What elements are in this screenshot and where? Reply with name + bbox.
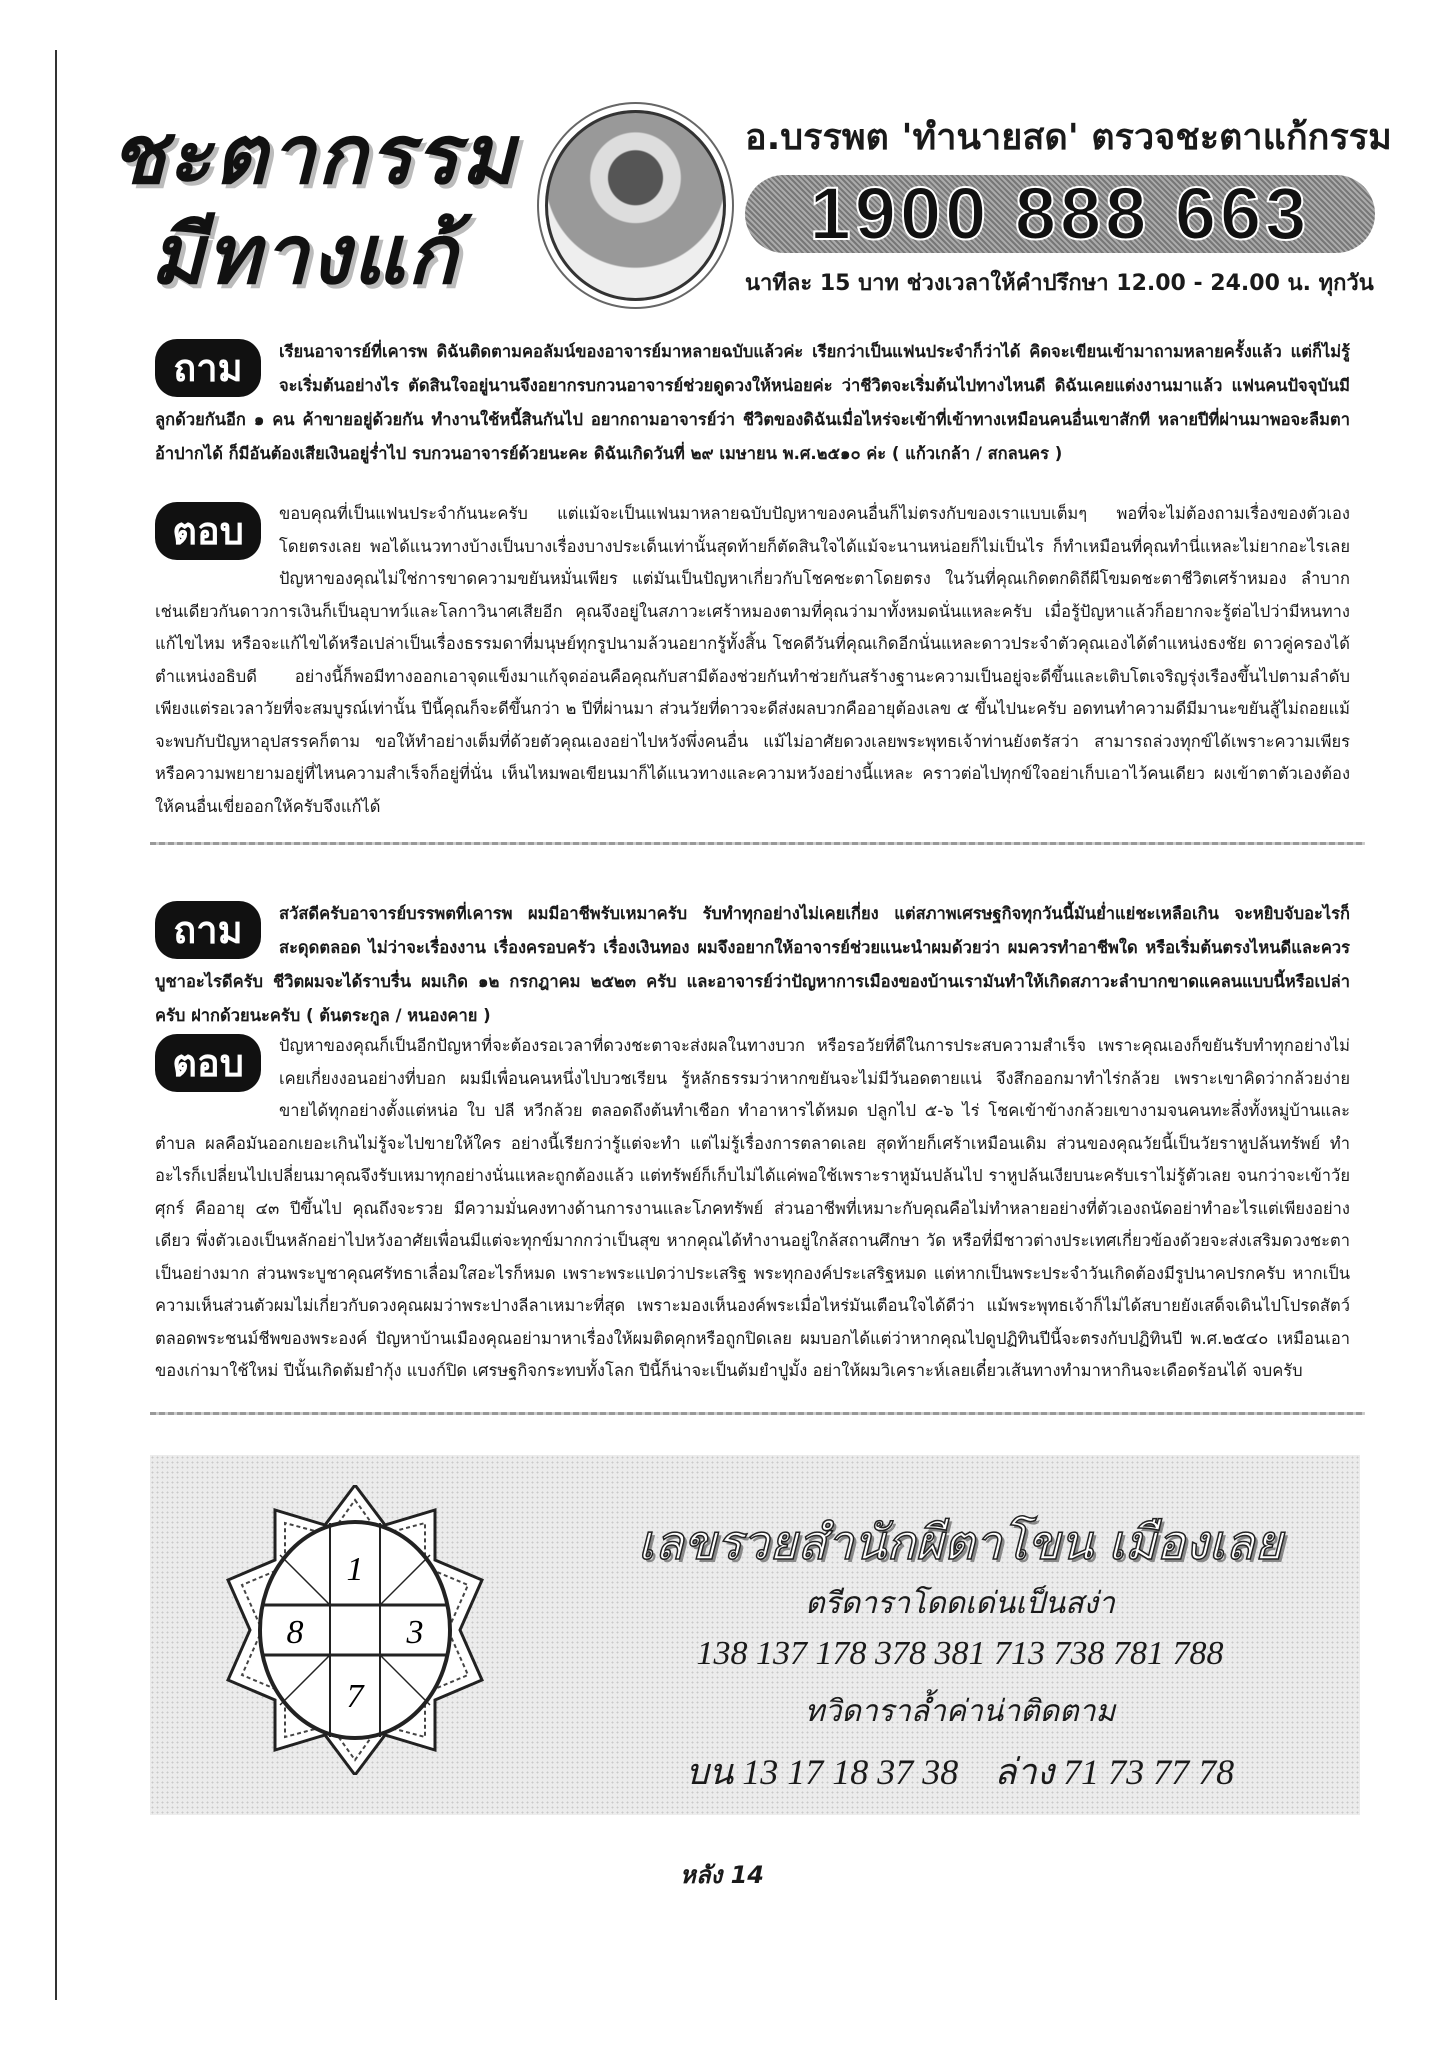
answer-2: [155, 1030, 1350, 1388]
host-line: อ.บรรพต 'ทำนายสด' ตรวจชะตาแก้กรรม: [745, 117, 1392, 158]
wheel-number-top: 1: [346, 1551, 364, 1588]
question-1-text: เรียนอาจารย์ที่เคารพ ดิฉันติดตามคอลัมน์ของอาจารย์มาหลายฉบับแล้วค่ะ เรียกว่าเป็นแฟนประจำก็ว่าได้ คิดจะเขียนเข้ามาถามหลายครั้งแล้ว แต่ก็ไม่รู้จะเริ่มต้นอย่างไร ตัดสินใจอยู่นานจึงอยากรบกวนอาจารย์ช่วยดูดวงให้หน่อยค่ะ ว่าชีวิตจะเริ่มต้นไปทางไหนดี ดิฉันเคยแต่งงานมาแล้ว แฟนคนปัจจุบันมีลูกด้วยกันอีก ๑ คน ค้าขายอยู่ด้วยกัน ทำงานใช้หนี้สินกันไป อยากถามอาจารย์ว่า ชีวิตของดิฉันเมื่อไหร่จะเข้าที่เข้าทางเหมือนคนอื่นเขาสักที หลายปีที่ผ่านมาพอจะลืมตาอ้าปากได้ ก็มีอันต้องเสียเงินอยู่ร่ำไป รบกวนอาจารย์ด้วยนะคะ ดิฉันเกิดวันที่ ๒๙ เมษายน พ.ศ.๒๕๑๐ ค่ะ ( แก้วเกล้า / สกลนคร ): [155, 342, 1350, 463]
header-info: [745, 108, 1392, 300]
question-1: [155, 335, 1350, 471]
promo-title: เลขรวยสำนักผีตาโขน เมืองเลย: [637, 1515, 1283, 1571]
ask-badge: ถาม: [155, 901, 261, 959]
section-divider: [150, 1412, 1365, 1415]
answer-badge: ตอบ: [155, 502, 261, 560]
wheel-number-bottom: 7: [346, 1678, 364, 1715]
answer-badge: ตอบ: [155, 1034, 261, 1092]
question-2: [155, 897, 1350, 1033]
two-digit-heading: ทวิดาราล้ำค่าน่าติดตาม: [804, 1694, 1116, 1729]
page-number: หลัง 14: [680, 1861, 764, 1889]
answer-1-text: ขอบคุณที่เป็นแฟนประจำกันนะครับ แต่แม้จะเป็นแฟนมาหลายฉบับปัญหาของคนอื่นก็ไม่ตรงกับของเราแบบเต็มๆ พอที่จะไม่ต้องถามเรื่องของตัวเองโดยตรงเลย พอได้แนวทางบ้างเป็นบางเรื่องบางประเด็นเท่านั้นสุดท้ายก็ตัดสินใจได้แม้จะนานหน่อยก็ไม่เป็นไร ก็ทำเหมือนที่คุณทำนี่แหละไม่ยากอะไรเลย ปัญหาของคุณไม่ใช่การขาดความขยันหมั่นเพียร แต่มันเป็นปัญหาเกี่ยวกับโชคชะตาโดยตรง ในวันที่คุณเกิดตกดิถีผีโขมดชะตาชีวิตเศร้าหมอง ลำบาก เช่นเดียวกันดาวการเงินก็เป็นอุบาทว์และโลกาวินาศเสียอีก คุณจึงอยู่ในสภาวะเศร้าหมองตามที่คุณว่ามาทั้งหมดนั่นแหละครับ เมื่อรู้ปัญหาแล้วก็อยากจะรู้ต่อไปว่ามีหนทางแก้ไขไหม หรือจะแก้ไขได้หรือเปล่าเป็นเรื่องธรรมดาที่มนุษย์ทุกรูปนามล้วนอยากรู้ทั้งสิ้น โชคดีวันที่คุณเกิดอีกนั่นแหละดาวประจำตัวคุณเองได้ตำแหน่งธงชัย ดาวคู่ครองได้ตำแหน่งอธิบดี อย่างนี้ก็พอมีทางออกเอาจุดแข็งมาแก้จุดอ่อนคือคุณกับสามีต้องช่วยกันทำช่วยกันสร้างฐานะความเป็นอยู่จะดีขึ้นและเติบโตเจริญรุ่งเรืองขึ้นไปตามลำดับ เพียงแต่รอเวลาวัยที่จะสมบูรณ์เท่านั้น ปีนี้คุณก็จะดีขึ้นกว่า ๒ ปีที่ผ่านมา ส่วนวัยที่ดาวจะดีส่งผลบวกคืออายุต้องเลข ๕ ขึ้นไปนะครับ อดทนทำความดีมีมานะขยันสู้ไม่ถอยแม้จะพบกับปัญหาอุปสรรคก็ตาม ขอให้ทำอย่างเต็มที่ด้วยตัวคุณเองอย่าไปหวังพึ่งคนอื่น แม้ไม่อาศัยดวงเลยพระพุทธเจ้าท่านยังตรัสว่า สามารถล่วงทุกข์ได้เพราะความเพียร หรือความพยายามอยู่ที่ไหนความสำเร็จก็อยู่ที่นั่น เห็นไหมพอเขียนมาก็ได้แนวทางและความหวังอย่างนี้แหละ คราวต่อไปทุกข์ใจอย่าเก็บเอาไว้คนเดียว ผงเข้าตาตัวเองต้องให้คนอื่นเขี่ยออกให้ครับจึงแก้ได้: [155, 504, 1350, 816]
page-margin-line: [55, 50, 57, 2000]
two-digit-numbers: บน 13 17 18 37 38 ล่าง 71 73 77 78: [685, 1752, 1235, 1792]
phone-number: 1900 888 663: [745, 175, 1375, 253]
astrology-wheel-icon: [220, 1485, 490, 1775]
section-divider: [150, 842, 1365, 845]
column-title-line1: ชะตากรรม: [110, 107, 517, 203]
column-title-logo: [110, 105, 530, 305]
answer-1: [155, 498, 1350, 823]
three-digit-heading: ตรีดาราโดดเด่นเป็นสง่า: [805, 1586, 1115, 1621]
astrologer-portrait: [545, 110, 726, 301]
rate-line: นาทีละ 15 บาท ช่วงเวลาให้คำปรึกษา 12.00 - 24.00 น. ทุกวัน: [745, 271, 1374, 296]
wheel-number-right: 3: [406, 1614, 424, 1651]
answer-2-text: ปัญหาของคุณก็เป็นอีกปัญหาที่จะต้องรอเวลาที่ดวงชะตาจะส่งผลในทางบวก หรือรอวัยที่ดีในการประสบความสำเร็จ เพราะคุณเองก็ขยันรับทำทุกอย่างไม่เคยเกี่ยงงอนอย่างที่บอก ผมมีเพื่อนคนหนึ่งไปบวชเรียน รู้หลักธรรมว่าหากขยันจะไม่มีวันอดตายแน่ จึงสึกออกมาทำไร่กล้วย เพราะเขาคิดว่ากล้วยง่าย ขายได้ทุกอย่างตั้งแต่หน่อ ใบ ปลี หวีกล้วย ตลอดถึงต้นทำเชือก ทำอาหารได้หมด ปลูกไป ๕-๖ ไร่ โชคเข้าข้างกล้วยเขางามจนคนทะลึ่งทั้งหมู่บ้านและตำบล ผลคือมันออกเยอะเกินไม่รู้จะไปขายให้ใคร อย่างนี้เรียกว่ารู้แต่จะทำ แต่ไม่รู้เรื่องการตลาดเลย สุดท้ายก็เศร้าเหมือนเดิม ส่วนของคุณวัยนี้เป็นวัยราหูปล้นทรัพย์ ทำอะไรก็เปลี่ยนไปเปลี่ยนมาคุณจึงรับเหมาทุกอย่างนั่นแหละถูกต้องแล้ว แต่ทรัพย์ก็เก็บไม่ได้แค่พอใช้เพราะราหูมันปล้นไป ราหูปล้นเงียบนะครับเราไม่รู้ตัวเลย จนกว่าจะเข้าวัยศุกร์ คืออายุ ๔๓ ปีขึ้นไป คุณถึงจะรวย มีความมั่นคงทางด้านการงานและโภคทรัพย์ ส่วนอาชีพที่เหมาะกับคุณคือไม่ทำหลายอย่างที่ตัวเองถนัดอย่าทำอะไรแต่เพียงอย่างเดียว พึ่งตัวเองเป็นหลักอย่าไปหวังอาศัยเพื่อนมีแต่จะทุกข์มากกว่าเป็นสุข หากคุณได้ทำงานอยู่ใกล้สถานศึกษา วัด หรือที่มีชาวต่างประเทศเกี่ยวข้องด้วยจะส่งเสริมดวงชะตาเป็นอย่างมาก ส่วนพระบูชาคุณศรัทธาเลื่อมใสอะไรก็หมด เพราะพระแปดว่าประเสริฐ พระทุกองค์ประเสริฐหมด แต่หากเป็นพระประจำวันเกิดต้องมีรูปนาคปรกครับ หากเป็นความเห็นส่วนตัวผมไม่เกี่ยวกับดวงคุณผมว่าพระปางลีลาเหมาะที่สุด เพราะมองเห็นองค์พระเมื่อไหร่มันเตือนใจได้ดีว่า แม้พระพุทธเจ้าก็ไม่ได้สบายยังเสด็จเดินไปโปรดสัตว์ตลอดพระชนม์ชีพของพระองค์ ปัญหาบ้านเมืองคุณอย่ามาหาเรื่องให้ผมติดคุกหรือถูกปิดเลย ผมบอกได้แต่ว่าหากคุณไปดูปฏิทินปีนี้จะตรงกับปฏิทินปี พ.ศ.๒๕๔๐ เหมือนเอาของเก่ามาใช้ใหม่ ปีนั้นเกิดต้มยำกุ้ง แบงก์ปิด เศรษฐกิจกระทบทั้งโลก ปีนี้ก็น่าจะเป็นต้มยำปูมั้ง อย่าให้ผมวิเคราะห์เลยเดี๋ยวเส้นทางทำมาหากินจะเดือดร้อนได้ จบครับ: [155, 1036, 1350, 1380]
three-digit-numbers: 138 137 178 378 381 713 738 781 788: [696, 1635, 1224, 1672]
wheel-number-left: 8: [286, 1614, 304, 1651]
column-title-line2: มีทางแก้: [150, 207, 459, 303]
ask-badge: ถาม: [155, 339, 261, 397]
question-2-text: สวัสดีครับอาจารย์บรรพตที่เคารพ ผมมีอาชีพรับเหมาครับ รับทำทุกอย่างไม่เคยเกี่ยง แต่สภาพเศรษฐกิจทุกวันนี้มันย่ำแย่ชะเหลือเกิน จะหยิบจับอะไรก็สะดุดตลอด ไม่ว่าจะเรื่องงาน เรื่องครอบครัว เรื่องเงินทอง ผมจึงอยากให้อาจารย์ช่วยแนะนำผมด้วยว่า ผมควรทำอาชีพใด หรือเริ่มต้นตรงไหนดีและควรบูชาอะไรดีครับ ชีวิตผมจะได้ราบรื่น ผมเกิด ๑๒ กรกฎาคม ๒๕๒๓ ครับ และอาจารย์ว่าปัญหาการเมืองของบ้านเรามันทำให้เกิดสภาวะลำบากขาดแคลนแบบนี้หรือเปล่าครับ ฝากด้วยนะครับ ( ต้นตระกูล / หนองคาย ): [155, 904, 1350, 1025]
lottery-promo-box: [150, 1455, 1360, 1815]
